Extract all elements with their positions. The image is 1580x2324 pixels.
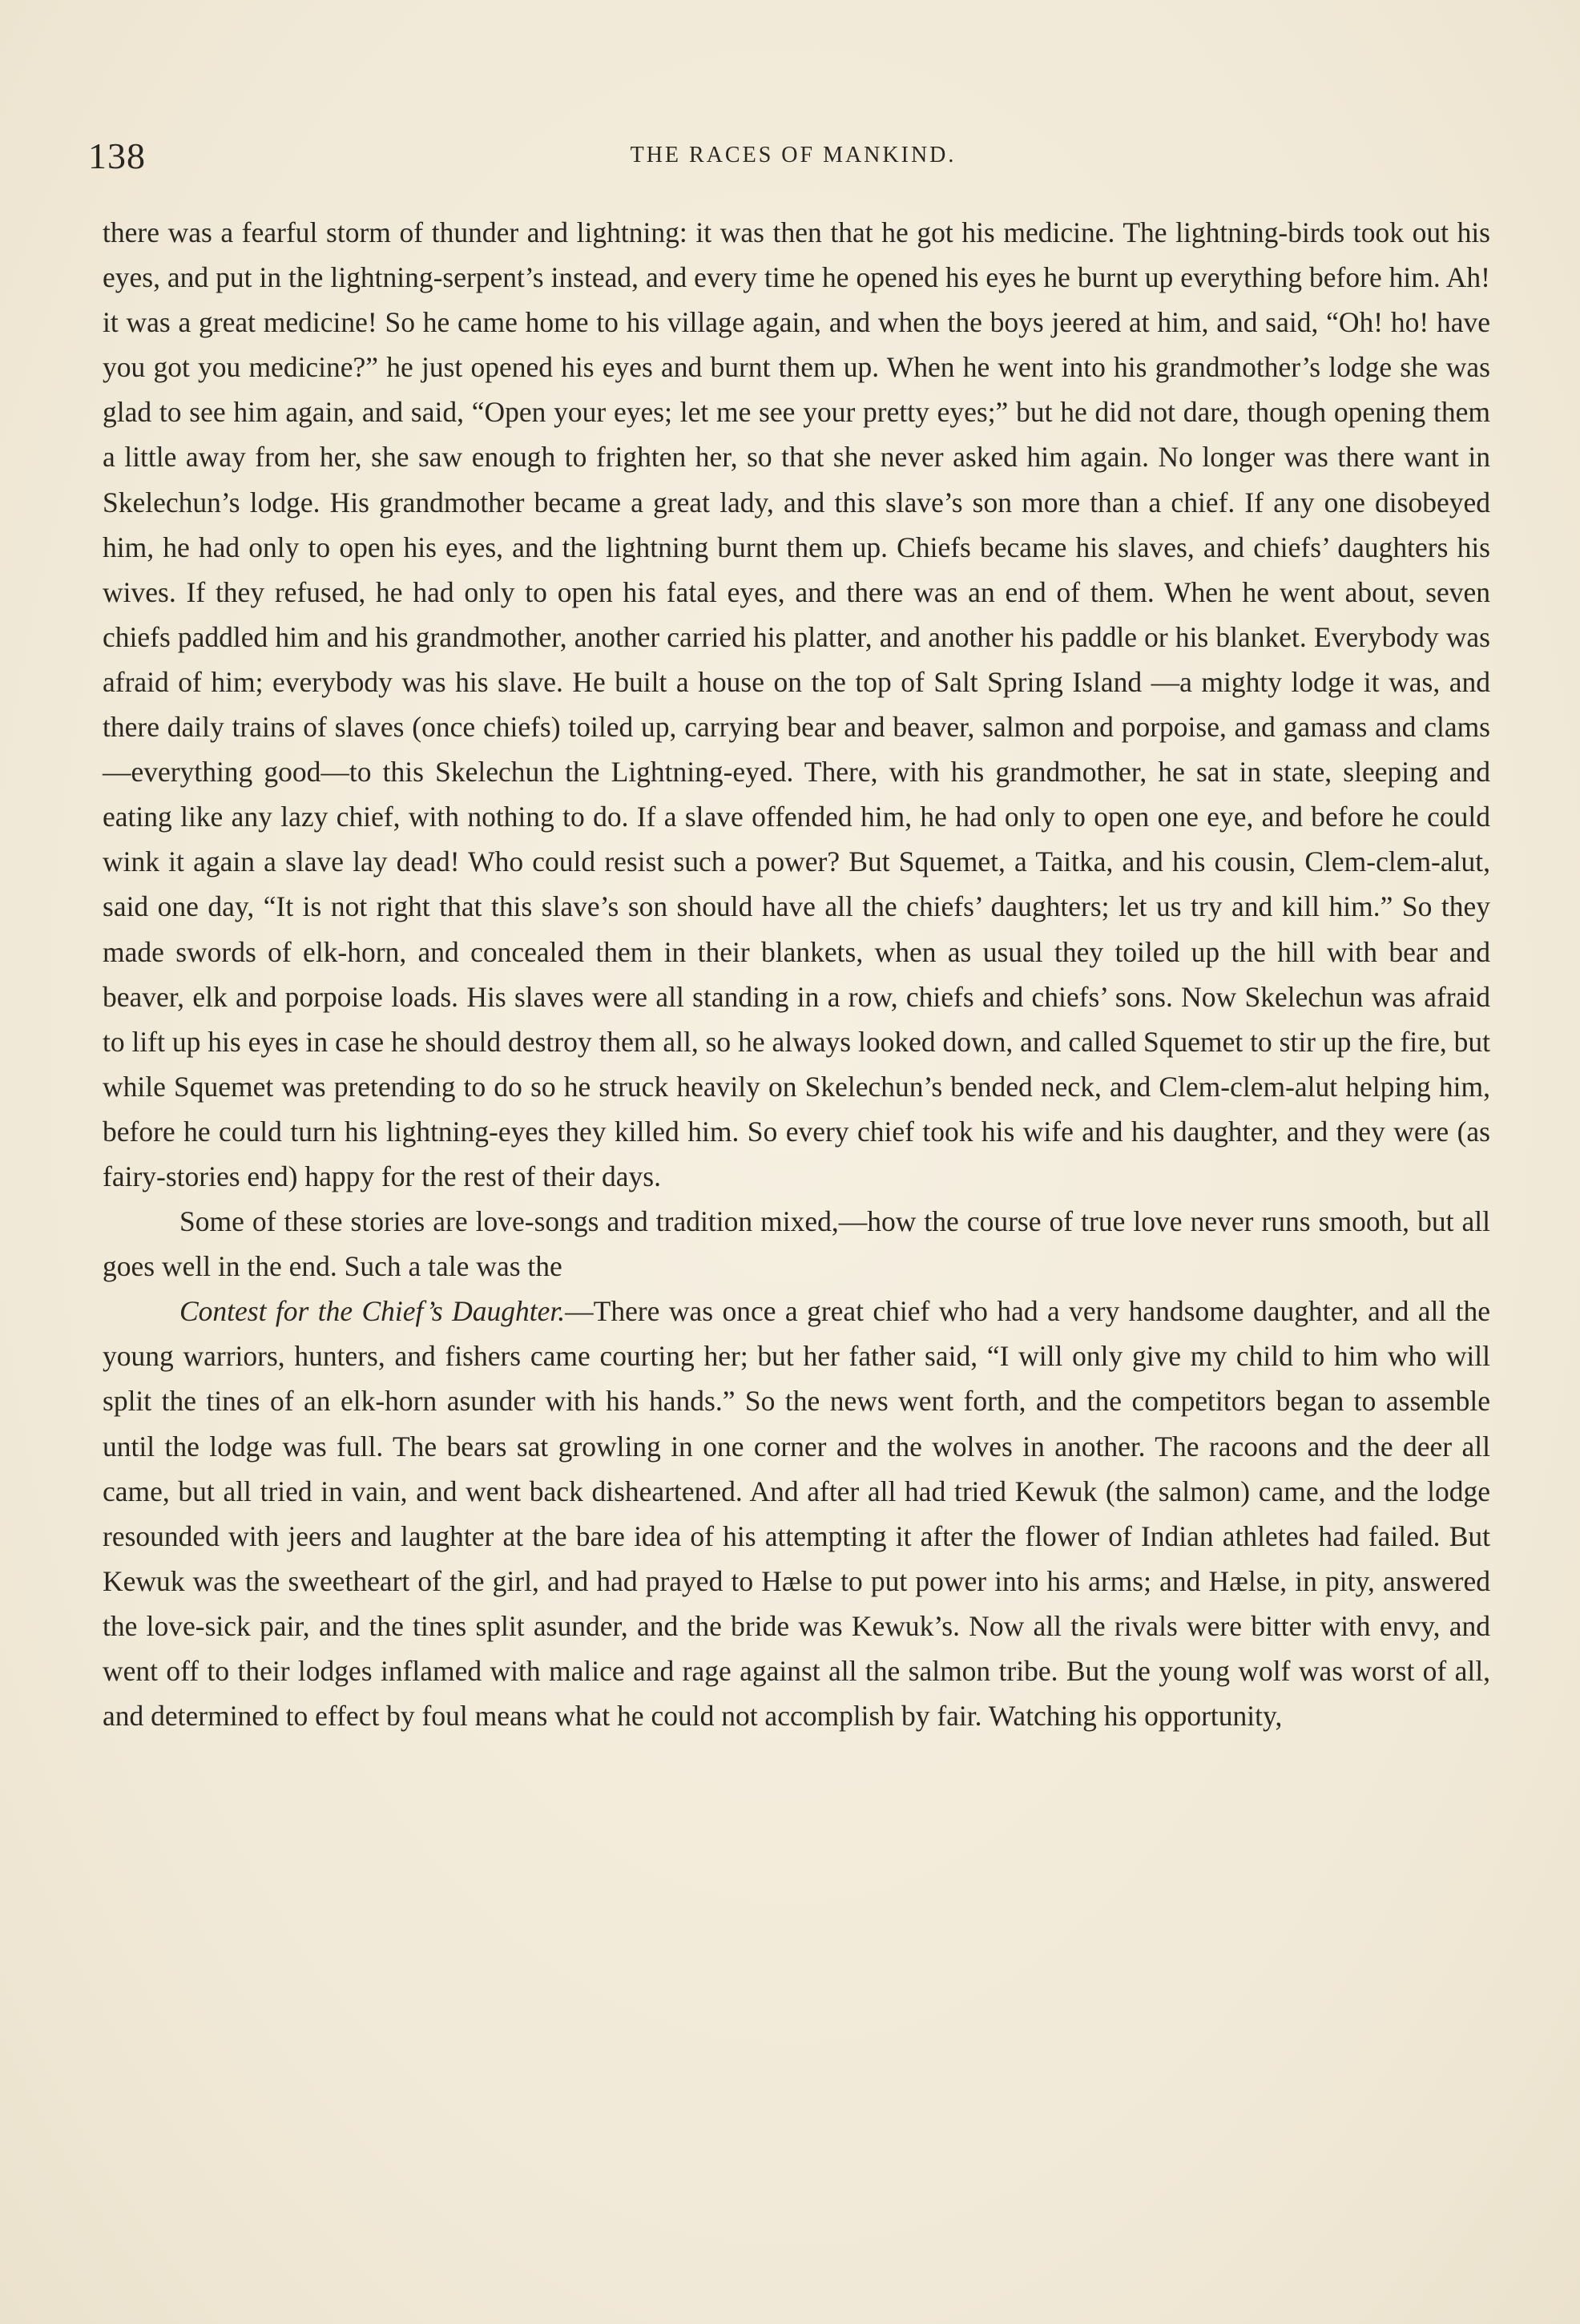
body-text (103, 210, 1490, 1738)
paragraph-1: there was a fearful storm of thunder and lightning: it was then that he got his medicine. The lightning-birds took out his eyes, and put in the lightning-serpent’s instead, and every time he opened his eyes he burnt up everything before him. Ah! it was a great medicine! So he came home to his village again, and when the boys jeered at him, and said, “Oh! ho! have you got you medicine?” he just opened his eyes and burnt them up. When he went into his grandmother’s lodge she was glad to see him again, and said, “Open your eyes; let me see your pretty eyes;” but he did not dare, though opening them a little away from her, she saw enough to frighten her, so that she never asked him again. No longer was there want in Skelechun’s lodge. His grandmother became a great lady, and this slave’s son more than a chief. If any one disobeyed him, he had only to open his eyes, and the lightning burnt them up. Chiefs became his slaves, and chiefs’ daughters his wives. If they refused, he had only to open his fatal eyes, and there was an end of them. When he went about, seven chiefs paddled him and his grandmother, another carried his platter, and another his paddle or his blanket. Everybody was afraid of him; everybody was his slave. He built a house on the top of Salt Spring Island —a mighty lodge it was, and there daily trains of slaves (once chiefs) toiled up, carrying bear and beaver, salmon and porpoise, and gamass and clams—everything good—to this Skelechun the Lightning-eyed. There, with his grandmother, he sat in state, sleeping and eating like any lazy chief, with nothing to do. If a slave offended him, he had only to open one eye, and before he could wink it again a slave lay dead! Who could resist such a power? But Squemet, a Taitka, and his cousin, Clem-clem-alut, said one day, “It is not right that this slave’s son should have all the chiefs’ daughters; let us try and kill him.” So they made swords of elk-horn, and concealed them in their blankets, when as usual they toiled up the hill with bear and beaver, elk and porpoise loads. His slaves were all standing in a row, chiefs and chiefs’ sons. Now Skelechun was afraid to lift up his eyes in case he should destroy them all, so he always looked down, and called Squemet to stir up the fire, but while Squemet was pretending to do so he struck heavily on Skelechun’s bended neck, and Clem-clem-alut helping him, before he could turn his lightning-eyes they killed him. So every chief took his wife and his daughter, and they were (as fairy-stories end) happy for the rest of their days. (103, 216, 1490, 1192)
paragraph-3 (103, 1289, 1490, 1738)
page-number: 138 (88, 135, 146, 176)
paragraph-2: Some of these stories are love-songs and tradition mixed,—how the course of true love never runs smooth, but all goes well in the end. Such a tale was the (103, 1205, 1490, 1283)
page-header (88, 135, 1498, 183)
running-head: THE RACES OF MANKIND. (630, 143, 957, 167)
section-run-in-title: Contest for the Chief’s Daughter. (179, 1295, 566, 1328)
paragraph-3-text: —There was once a great chief who had a very handsome daughter, and all the young warriors, hunters, and fishers came courting her; but her father said, “I will only give my child to him who will split the tines of an elk-horn asunder with his hands.” So the news went forth, and the competitors began to assemble until the lodge was full. The bears sat growling in one corner and the wolves in another. The racoons and the deer all came, but all tried in vain, and went back disheartened. And after all had tried Kewuk (the salmon) came, and the lodge resounded with jeers and laughter at the bare idea of his attempting it after the flower of Indian athletes had failed. But Kewuk was the sweetheart of the girl, and had prayed to Hælse to put power into his arms; and Hælse, in pity, answered the love-sick pair, and the tines split asunder, and the bride was Kewuk’s. Now all the rivals were bitter with envy, and went off to their lodges inflamed with malice and rage against all the salmon tribe. But the young wolf was worst of all, and determined to effect by foul means what he could not accomplish by fair. Watching his opportunity, (103, 1295, 1490, 1733)
